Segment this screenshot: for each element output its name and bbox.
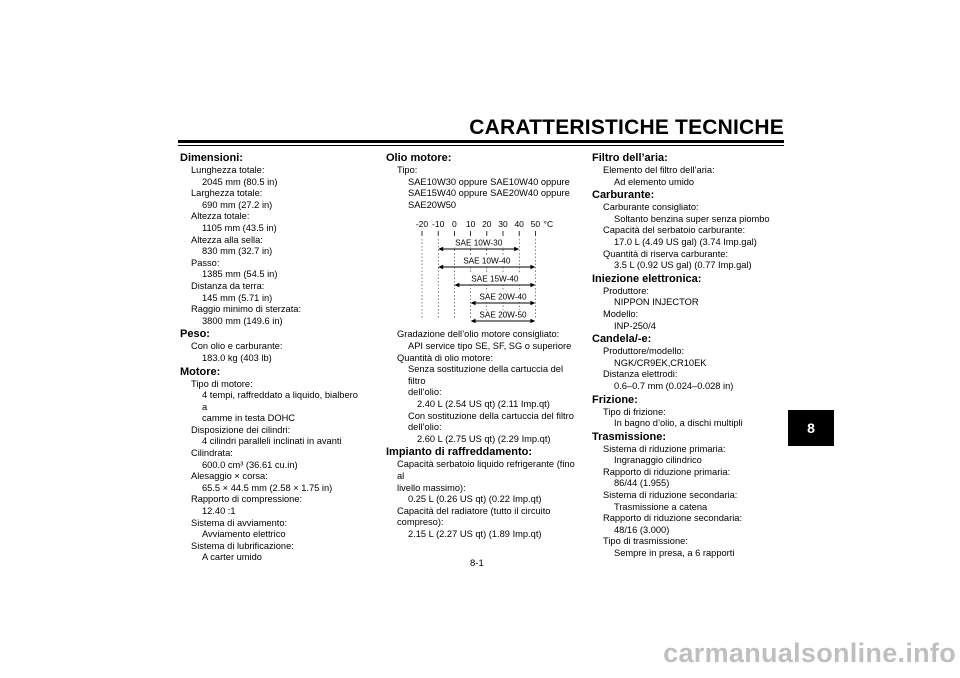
section-heading: Olio motore:	[386, 152, 452, 164]
spec-line: INP-250/4	[614, 320, 656, 331]
spec-line: Ingranaggio cilindrico	[614, 455, 702, 466]
spec-line: Distanza elettrodi:	[603, 369, 678, 380]
spec-line: Rapporto di compressione:	[191, 494, 303, 505]
section-heading: Candela/-e:	[592, 333, 652, 346]
spec-line: Tipo:	[397, 165, 418, 175]
spec-line: 145 mm (5.71 in)	[202, 292, 273, 303]
grade-label: SAE 10W-40	[463, 256, 511, 266]
section-heading: Motore:	[180, 365, 221, 378]
spec-line: 2045 mm (80.5 in)	[202, 176, 278, 187]
grade-label: SAE 10W-30	[455, 238, 503, 248]
section-heading: Frizione:	[592, 393, 638, 406]
spec-line: 12.40 :1	[202, 506, 236, 517]
header-rule-thin	[178, 145, 784, 146]
spec-line: 2.60 L (2.75 US qt) (2.29 Imp.qt)	[417, 433, 551, 444]
spec-line: Gradazione dell’olio motore consigliato:	[397, 329, 560, 340]
oil-cooling-specs	[386, 329, 578, 540]
unit-label: °C	[543, 219, 554, 230]
spec-line: Tipo di motore:	[191, 378, 253, 389]
tick-label: 10	[465, 219, 476, 230]
tick-label: 20	[482, 219, 492, 230]
spec-line: 2.15 L (2.27 US qt) (1.89 Imp.qt)	[408, 528, 542, 539]
spec-line: Capacità serbatoio liquido refrigerante (fino al	[397, 459, 575, 481]
spec-line: Senza sostituzione della cartuccia del filtro	[408, 364, 564, 386]
spec-line: Capacità del radiatore (tutto il circuito	[397, 505, 551, 516]
spec-line: 48/16 (3.000)	[614, 524, 670, 535]
spec-line: In bagno d’olio, a dischi multipli	[614, 418, 743, 429]
spec-line: Produttore:	[603, 285, 649, 296]
section-heading: Impianto di raffreddamento:	[386, 446, 533, 459]
spec-line: 3800 mm (149.6 in)	[202, 315, 283, 326]
spec-line: 600.0 cm³ (36.61 cu.in)	[202, 459, 298, 470]
spec-line: Modello:	[603, 308, 639, 319]
spec-line: Disposizione dei cilindri:	[191, 424, 291, 435]
spec-line: 0.25 L (0.26 US qt) (0.22 Imp.qt)	[408, 494, 542, 505]
spec-line: SAE15W40 oppure SAE20W40 oppure	[408, 188, 570, 199]
spec-line: NIPPON INJECTOR	[614, 297, 699, 308]
tick-label: 0	[452, 219, 457, 230]
spec-line: 183.0 kg (403 lb)	[202, 352, 272, 363]
spec-column-1	[180, 151, 365, 564]
spec-line: 830 mm (32.7 in)	[202, 246, 273, 257]
section-heading: Dimensioni:	[180, 152, 243, 164]
arrow-right-icon	[514, 247, 519, 251]
spec-line: 4 tempi, raffreddato a liquido, bialbero a	[202, 390, 358, 412]
spec-line: 86/44 (1.955)	[614, 478, 670, 489]
arrow-left-icon	[471, 319, 476, 323]
spec-line: camme in testa DOHC	[202, 413, 295, 424]
spec-line: Soltanto benzina super senza piombo	[614, 213, 770, 224]
spec-line: 3.5 L (0.92 US gal) (0.77 Imp.gal)	[614, 260, 752, 271]
spec-line: Altezza totale:	[191, 211, 250, 222]
footer-watermark: carmanualsonline.info	[663, 638, 956, 668]
spec-line: SAE20W50	[408, 199, 457, 210]
spec-line: Sistema di avviamento:	[191, 517, 288, 528]
grade-label: SAE 15W-40	[471, 274, 519, 284]
page-title: CARATTERISTICHE TECNICHE	[469, 116, 784, 139]
spec-line: dell’olio:	[408, 422, 442, 433]
spec-line: Capacità del serbatoio carburante:	[603, 225, 746, 236]
spec-column-2	[386, 151, 578, 540]
page-number: 8-1	[470, 558, 484, 569]
spec-line: Larghezza totale:	[191, 188, 263, 199]
header-rule	[178, 140, 784, 143]
spec-line: Carburante consigliato:	[603, 202, 699, 213]
spec-line: Distanza da terra:	[191, 280, 265, 291]
spec-line: Elemento del filtro dell’aria:	[603, 165, 715, 175]
spec-line: 4 cilindri paralleli inclinati in avanti	[202, 436, 342, 447]
spec-line: Cilindrata:	[191, 448, 233, 459]
spec-line: Tipo di trasmissione:	[603, 536, 688, 547]
spec-line: 17.0 L (4.49 US gal) (3.74 Imp.gal)	[614, 236, 757, 247]
section-heading: Peso:	[180, 328, 210, 341]
spec-line: 0.6–0.7 mm (0.024–0.028 in)	[614, 380, 734, 391]
spec-line: livello massimo):	[397, 482, 466, 493]
arrow-right-icon	[530, 301, 535, 305]
arrow-left-icon	[438, 247, 443, 251]
spec-line: A carter umido	[202, 552, 262, 563]
spec-line: 1105 mm (43.5 in)	[202, 222, 277, 233]
section-heading: Carburante:	[592, 189, 655, 202]
arrow-right-icon	[530, 319, 535, 323]
spec-line: 1385 mm (54.5 in)	[202, 269, 278, 280]
tick-label: -20	[415, 219, 429, 230]
arrow-left-icon	[454, 283, 459, 287]
spec-line: Avviamento elettrico	[202, 529, 286, 540]
arrow-left-icon	[438, 265, 443, 269]
spec-line: 2.40 L (2.54 US qt) (2.11 Imp.qt)	[417, 398, 550, 409]
spec-line: SAE10W30 oppure SAE10W40 oppure	[408, 176, 570, 187]
spec-line: Passo:	[191, 257, 220, 268]
spec-line: Ad elemento umido	[614, 176, 695, 187]
spec-line: Raggio minimo di sterzata:	[191, 304, 302, 315]
spec-line: Con olio e carburante:	[191, 341, 283, 352]
spec-line: Sistema di riduzione primaria:	[603, 443, 726, 454]
spec-line: NGK/CR9EK,CR10EK	[614, 357, 707, 368]
spec-line: compreso):	[397, 517, 444, 528]
arrow-right-icon	[530, 283, 535, 287]
arrow-left-icon	[471, 301, 476, 305]
section-heading: Iniezione elettronica:	[592, 272, 702, 285]
spec-line: Quantità di olio motore:	[397, 352, 494, 363]
section-tab: 8	[788, 410, 834, 446]
spec-line: Produttore/modello:	[603, 346, 685, 357]
spec-line: 65.5 × 44.5 mm (2.58 × 1.75 in)	[202, 482, 333, 493]
tick-label: 40	[514, 219, 524, 230]
spec-line: Altezza alla sella:	[191, 234, 263, 245]
tick-label: 50	[530, 219, 541, 230]
spec-line: Rapporto di riduzione secondaria:	[603, 513, 743, 524]
spec-line: Trasmissione a catena	[614, 501, 708, 512]
section-heading: Filtro dell’aria:	[592, 152, 668, 164]
section-heading: Trasmissione:	[592, 430, 666, 443]
grade-label: SAE 20W-50	[479, 310, 527, 320]
tick-label: -10	[432, 219, 445, 230]
spec-line: Sistema di riduzione secondaria:	[603, 490, 738, 501]
spec-column-3	[592, 151, 782, 560]
spec-line: Sistema di lubrificazione:	[191, 540, 294, 551]
spec-line: Con sostituzione della cartuccia del filtro	[408, 410, 574, 421]
spec-line: dell’olio:	[408, 387, 442, 398]
spec-line: Tipo di frizione:	[603, 406, 666, 417]
oil-viscosity-chart	[386, 215, 556, 323]
spec-line: Rapporto di riduzione primaria:	[603, 466, 731, 477]
engine-oil-specs	[386, 151, 578, 211]
tick-label: 30	[498, 219, 508, 230]
spec-line: 690 mm (27.2 in)	[202, 199, 273, 210]
arrow-right-icon	[530, 265, 535, 269]
spec-line: Lunghezza totale:	[191, 165, 265, 175]
spec-line: API service tipo SE, SF, SG o superiore	[408, 340, 572, 351]
spec-line: Alesaggio × corsa:	[191, 471, 268, 482]
grade-label: SAE 20W-40	[479, 292, 527, 302]
spec-line: Sempre in presa, a 6 rapporti	[614, 548, 735, 559]
spec-line: Quantità di riserva carburante:	[603, 248, 729, 259]
